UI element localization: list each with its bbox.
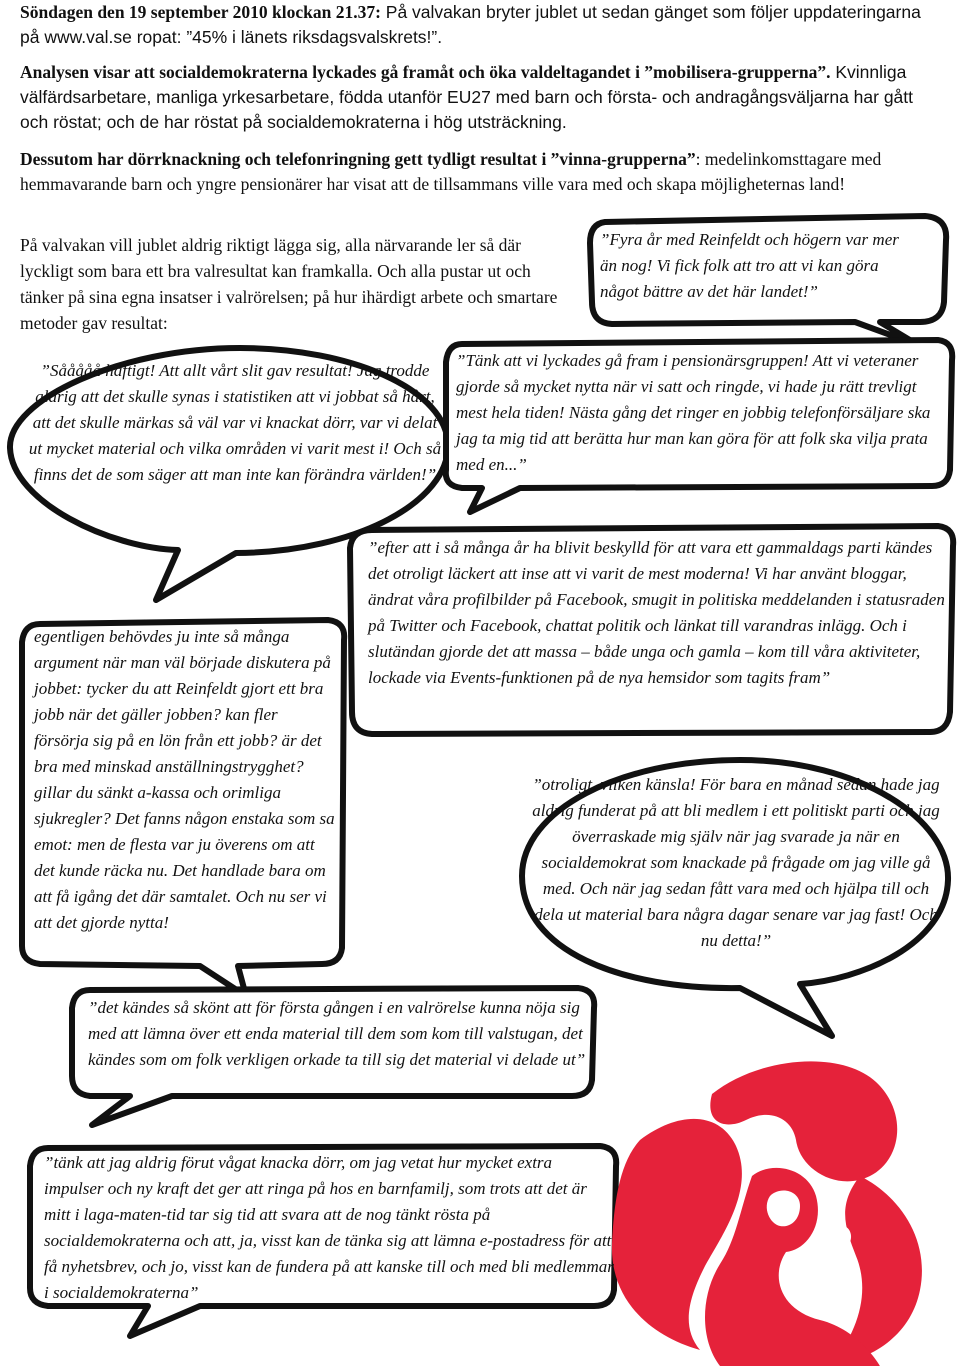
intro-results-lead: Dessutom har dörrknackning och telefonringning gett tydligt resultat i ”vinna-grupperna”	[20, 149, 696, 169]
quote-kansla: ”otroligt, vilken känsla! För bara en månad sedan hade jag aldrig funderat på att bli medlem i ett politiskt parti och jag överraskade mig själv när jag svarade ja när en socialdemokrat som knackade på frågade om jag ville gå med. Och när jag sedan fått vara med och hjälpa till och dela ut material bara några dagar senare var jag fast! Och nu detta!”	[532, 775, 940, 950]
quote-haftigt: ”Sååååå häftigt! Att allt vårt slit gav resultat! Jag trodde aldrig att det skulle synas i statistiken att vi jobbat så hårt, att det skulle märkas så väl var vi knackat dörr, var vi delat ut mycket material och vilka områden vi varit mest i! Och så finns det de som säger att man inte kan förändra världen!”	[28, 361, 442, 484]
intro-date-text: På valvakan bryter jublet ut sedan gänget som följer uppdateringarna på www.val.se ropat: ”45% i länets riksdagsvalskrets!”.	[20, 2, 921, 47]
intro-results-text: : medelinkomsttagare med hemmavarande barn och yngre pensionärer har visat att de tillsammans ville vara med och skapa möjligheternas land!	[20, 149, 882, 194]
quote-skont: ”det kändes så skönt att för första gången i en valrörelse kunna nöja sig med att lämna över ett enda material till dem som kom till valstugan, det kändes som om folk verkligen orkade ta till sig det material vi delade ut”	[88, 998, 586, 1069]
intro-paragraph-valvaka: På valvakan vill jublet aldrig riktigt lägga sig, alla närvarande ler så där lyckligt som bara ett bra valresultat kan framkalla. Och alla pustar ut och tänker på sina egna insatser i valrörelsen; på hur ihärdigt arbete och smartare metoder gav resultat:	[20, 235, 558, 333]
quote-dorr: ”tänk att jag aldrig förut vågat knacka dörr, om jag vetat hur mycket extra impulser och ny kraft det ger att ringa på hos en barnfamilj, som trots att det är mitt i laga-maten-tid tar sig tid att svara att de nog tänkt rösta på socialdemokraterna och att, ja, visst kan de tänka sig att lämna e-postadress för att få nyhetsbrev, och jo, visst kan de fundera på att kanske till och med bli medlemmar i socialdemokraterna”	[44, 1153, 614, 1302]
quote-moderna: ”efter att i så många år ha blivit beskylld för att vara ett gammaldags parti kändes det otroligt läckert att inse att vi varit de mest moderna! Vi har använt bloggar, ändrat våra profilbilder på Facebook, smugit in politiska meddelanden i statusraden på Twitter och Facebook, chattat politik och länkat till varandras inlägg. Och i slutändan gjorde det att massa – både unga och gamla – kom till våra aktiviteter, lockade via Events-funktionen på de nya hemsidor som tagits fram”	[368, 538, 945, 687]
quote-argument: egentligen behövdes ju inte så många argument när man väl började diskutera på jobbet: tycker du att Reinfeldt gjort ett bra jobb när det gäller jobben? kan fler försörja sig på en lön från ett jobb? är det bra med minskad anställningstrygghet? gillar du sänkt a-kassa och orimliga sjukregler? Det fanns någon enstaka som sa emot: men de flesta var ju överens om att det kunde räcka nu. Det handlade bara om att få igång det där samtalet. Och nu ser vi att det gjorde nytta!	[34, 627, 335, 932]
intro-analysis-text: Kvinnliga välfärdsarbetare, manliga yrkesarbetare, födda utanför EU27 med barn och första- och andragångsväljarna har gått och röstat; och de har röstat på socialdemokraterna i hög utsträckning.	[20, 62, 914, 132]
intro-date-lead: Söndagen den 19 september 2010 klockan 21.37:	[20, 2, 381, 22]
quote-reinfeldt: ”Fyra år med Reinfeldt och högern var mer än nog! Vi fick folk att tro att vi kan göra något bättre av det här landet!”	[600, 230, 899, 301]
quote-pensionar: ”Tänk att vi lyckades gå fram i pensionärsgruppen! Att vi veteraner gjorde så mycket nytta när vi satt och ringde, vi hade ju rätt trevligt mest hela tiden! Nästa gång det ringer en jobbig telefonförsäljare ska jag ta mig tid att berätta hur man kan göra för att folk ska vilja prata med en...”	[456, 351, 931, 474]
intro-analysis-lead: Analysen visar att socialdemokraterna lyckades gå framåt och öka valdeltagandet i ”mobilisera-grupperna”.	[20, 62, 831, 82]
